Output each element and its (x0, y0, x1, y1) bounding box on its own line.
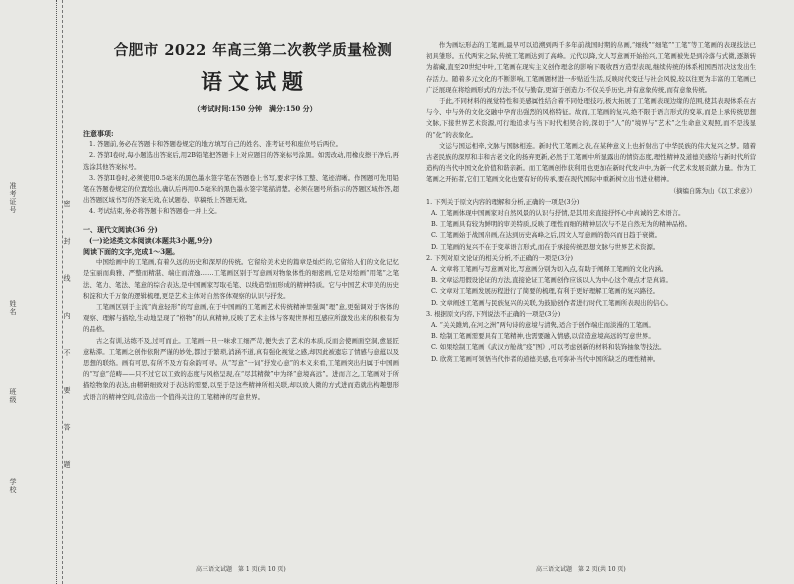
note-item: 4. 考试结束,务必将答题卡和答题卷一并上交。 (89, 207, 221, 216)
passage-paragraph: 古之有训,达练不及,过可而止。工笔画一旦一味求工细严苛,便失去了艺术的本质,反而会使画面空洞,愈显匠意粘滞。工笔画之创作依附严谨的妙处,都过于繁琐,消涵不道,真有强化视觉之感,却因此被遗忘了情感与意蕴以及思想的联络。画有可思,有所不及方有余韵可寻。从“写意”一词“抒发心意”的本义来看,工笔画突出归属于中国画的“写意”范畴——只不过它以工致的态度与风格呈现,在“尽其精微”中为绎“意境高远”。进而言之,工笔画对于所描绘物象的表达,由精研细致对于表达的需要,以至于是这些精神所相关联,却以致人微的方式进而造就出构趣想形式语言的精神空间,营造出一个值得关注的工笔精神的写意世界。 (83, 336, 399, 401)
exam-meta: （考试时间:150 分钟 满分:150 分） (193, 104, 317, 113)
notes-title: 注意事项: (83, 129, 114, 138)
answer-option: A. 工笔画体现中国画家对自然风景的认识与抒情,是其用来直接抒怀心中真诚的艺术语言。 (431, 209, 685, 218)
seal-text: 密 封 线 内 不 要 答 题 (63, 200, 71, 482)
passage-paragraph: 文运与国运相牵,文脉与国脉相连。新时代工笔画之表,在某种意义上也折射出了中华民族的伟大复兴之梦。随着古老民族的深厚和丰和古老文化的扬弃更新,必然于工笔画中所显露出的情资态度,理性精神及道德美感给与新时代所营造构的当代中国文化价值和谐亲新。而工笔画创作获利用也更加在新时代发声中,为新一代艺术发展贡献力量。作为工笔画之开拓者,它们工笔画文化也要有好的传承,要在现代国际中重新树立出书进业精神。 (426, 141, 756, 184)
passage-paragraph: 作为画坛形态的工笔画,最早可以追溯到两千多年前战国时期的帛画,“细线”“细笔”“工笔”等工笔画的表现技法已初具雏形。五代两宋之际,传统工笔画达到了高峰。元代以降,文人写意画开始抬兴,工笔画被先是到冷落与式微,逐渐转为蓄藏,直至20世纪中叶,工笔画在现实主义创作理念的影响下吸收西方造型表现,继续传统的体系相国西吊决这发出生存活力。随着多元文化的不断影响,工笔画题材进一步贴近生活,反映时代变迁与社会风貌,较以往更为丰富的工笔画已广泛展现在将绘画形式的方法;不仅与勤奋,更富于创造力:不仅关乎历史,并有意象传统,而有意象传统。 (426, 41, 756, 94)
answer-option: D. 欣赏工笔画可领悟当代作者的道德美感,也可弥补当代中国所缺乏的理性精神。 (431, 354, 660, 363)
answer-option: D. 工笔画的复兴不在于变革语言形式,而在于承接传统思想文脉与世界艺术资源。 (431, 242, 660, 251)
source-citation: （摘编自陈为山《以工求意》） (669, 186, 756, 195)
passage-paragraph: 中国绘画中的工笔画,有着久远的历史和深厚的传统。它留给美术史的篇章是灿烂的,它留给人们的文化记忆是宝丽而典雅、严整而精湛、端庄而清逸……工笔画区别于写意画对物象体性的细密画,它是对绘画“用笔”之笔法、笔力、笔法、笔意的综合表达,是中国画家写取毛笔、以线造型而形成的精神特质。它与中国艺术审美的历史积淀和大千万象的逻辑梳理,更是艺术主体对自然客体观察的认识与抒发。 (83, 258, 399, 300)
page-footer-left: 高三语文试题 第 1 页(共 10 页) (196, 566, 286, 573)
ticket-label: 准考证号 (9, 182, 17, 214)
name-label: 姓名 (9, 300, 17, 316)
seal-line (56, 0, 57, 584)
section-heading: 一、现代文阅读(36 分) (83, 224, 158, 234)
answer-option: C. 工笔画始于战国帛画,在达到历史高峰之后,因文人写意画的勃兴而日趋于衰微。 (431, 231, 662, 240)
answer-option: C. 如果绘制工笔画《武汉方舱战“疫”图》,可以考虑创新的材料和装饰抽象等技法。 (431, 343, 666, 352)
note-item: 1. 答题前,务必在答题卡和答题卷规定的地方填写自己的姓名、准考证号和座位号后两位。 (89, 140, 343, 149)
answer-option: A. “关关雎鸠,在河之洲”两句诗的意境与清隽,适合于创作端庄而淡漫的工笔画。 (431, 321, 655, 330)
passage-paragraph: 工笔画区别于主流“尚意轻形”的写意画,在于中国画的工笔画艺术传统精神里强调“理”意,更强调对于客体的观察、理解与描绘,生动地呈现了“格物”的认真精神,反映了艺术主体与客观世界相互感应所激发出来的积极有为的品格。 (83, 303, 399, 334)
exam-title: 语文试题 (201, 69, 309, 94)
school-label: 学校 (9, 478, 17, 494)
question-stem: 1. 下列关于原文内容的理解和分析,正确的一项是(3分) (426, 197, 580, 206)
answer-option: B. 工笔画具有较为鲜明的审美特质,反映了理性而细的精神层次与不足自然无为的精神品格。 (431, 220, 692, 229)
answer-option: C. 文章对工笔画发展历程进行了简要的梳理,有利于更好理解工笔画的复兴路径。 (431, 287, 660, 296)
note-item: 3. 答第II卷时,必须使用0.5毫米的黑色墨水签字笔在答题卷上书写,要求字体工整、笔迹清晰。作图题可先用铅笔在答题卷规定的位置绘出,确认后再用0.5毫米的黑色墨水签字笔描清楚。必须在题号所指示的答题区域作答,超出答题区域书写的答案无效,在试题卷、草稿纸上答题无效。 (83, 173, 399, 205)
answer-option: D. 文章阐述工笔画与民族复兴的关联,为鼓励创作者进行时代工笔画所表现出的信心。 (431, 298, 673, 307)
class-label: 班级 (9, 388, 17, 404)
answer-option: A. 文章将工笔画与写意画对比,写意画分别为切入点,有助于阐释工笔画的文化内涵。 (431, 265, 668, 274)
passage-paragraph: 于此,不同材料的视觉特性和美感属性结合着不同处理技巧,极大拓展了工笔画表现边缘的范围,使其表现体系在古与今、中与外的文化交融中孕育出强烈的风格特征。故而,工笔画的复兴,绝不限于语言形式的变革,而是上承传统思想文脉,下接世界艺术资源,可行地追求与当下时代相契合的,深切于“人”的“境界与”艺术”之生命意义观照,而不是浅显的“化”的表象化。 (426, 97, 756, 139)
exam-heading: 合肥市 2022 年高三第二次教学质量检测 (113, 42, 393, 59)
reading-instruction: 阅读下面的文字,完成1～3题。 (83, 247, 180, 257)
subsection-heading: (一)论述类文本阅读(本题共3小题,9分) (89, 235, 213, 245)
page-footer-right: 高三语文试题 第 2 页(共 10 页) (536, 566, 626, 573)
question-stem: 3. 根据原文内容,下列说法不正确的一项是(3分) (426, 309, 561, 318)
answer-option: B. 绘制工笔画需要具有工笔精神,也需要融入情感,以营造意境高远的写意世界。 (431, 332, 655, 341)
question-stem: 2. 下列对原文论证的相关分析,不正确的一项是(3分) (426, 253, 574, 262)
binding-margin (0, 0, 63, 584)
answer-option: B. 文章运用假设论证的方法,直接论证工笔画创作应该以人为中心这个观点才是真谛。 (431, 276, 672, 285)
right-column (426, 40, 756, 556)
left-column (83, 128, 399, 556)
note-item: 2. 答第I卷时,每小题选出答案后,用2B铅笔把答题卡上对应题目的答案标号涂黑。如需改动,用橡皮擦干净后,再选涂其他答案标号。 (83, 151, 399, 171)
